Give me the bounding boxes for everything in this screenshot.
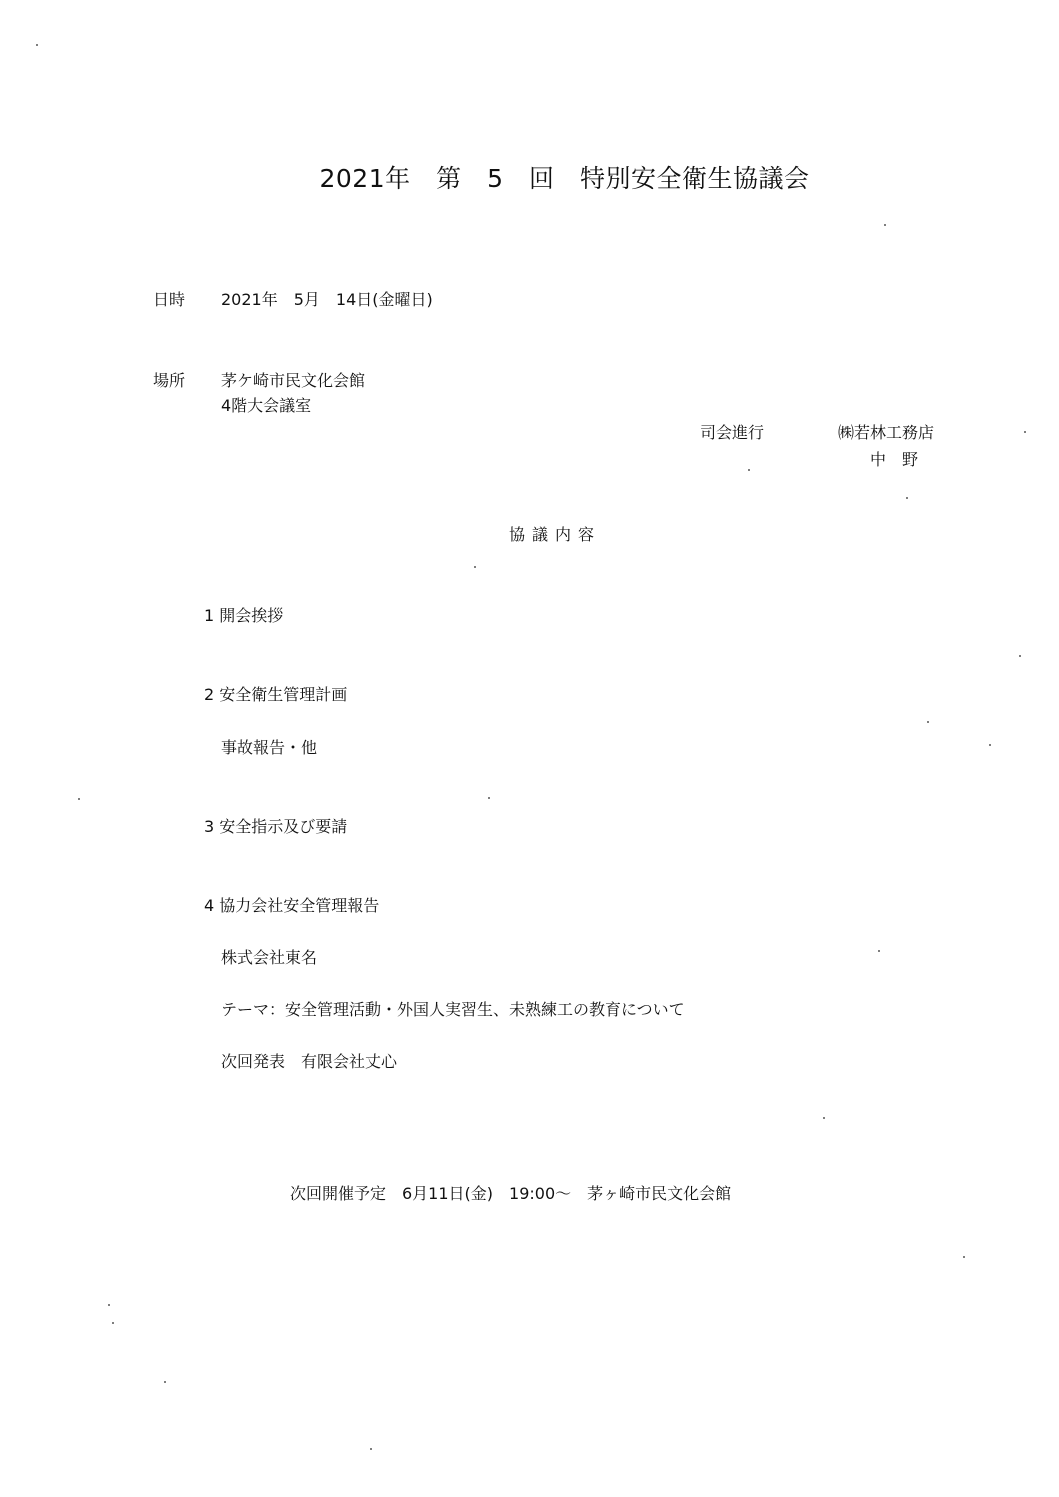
agenda-item-3: 3 安全指示及び要請 <box>204 817 348 836</box>
scan-speck <box>927 721 929 723</box>
place-line1: 茅ケ崎市民文化会館 <box>221 371 366 390</box>
next-meeting-note: 次回開催予定 6月11日(金) 19:00～ 茅ヶ崎市民文化会館 <box>290 1184 732 1203</box>
agenda-item-4-sub-3: 次回発表 有限会社丈心 <box>221 1052 398 1071</box>
scan-speck <box>989 744 991 746</box>
section-heading: 協議内容 <box>509 525 602 544</box>
scan-speck <box>878 950 880 952</box>
moderator-company: ㈱若林工務店 <box>838 423 935 442</box>
place-label: 場所 <box>153 371 186 390</box>
scan-speck <box>906 497 908 499</box>
agenda-item-4: 4 協力会社安全管理報告 <box>204 896 380 915</box>
scan-speck <box>488 797 490 799</box>
scan-speck <box>474 566 476 568</box>
scan-speck <box>36 44 38 46</box>
moderator-label: 司会進行 <box>700 423 765 442</box>
scan-speck <box>112 1322 114 1324</box>
date-value: 2021年 5月 14日(金曜日) <box>221 290 433 309</box>
moderator-name: 中 野 <box>870 450 919 469</box>
scan-speck <box>1024 431 1026 433</box>
agenda-item-2-sub-1: 事故報告・他 <box>221 738 318 757</box>
agenda-item-4-sub-2: テーマ：安全管理活動・外国人実習生、未熟練工の教育について <box>221 1000 685 1019</box>
scan-speck <box>748 469 750 471</box>
scan-speck <box>78 798 80 800</box>
date-label: 日時 <box>153 290 186 309</box>
agenda-item-4-sub-1: 株式会社東名 <box>221 948 318 967</box>
scan-speck <box>963 1256 965 1258</box>
scan-speck <box>108 1304 110 1306</box>
document-title: 2021年 第 5 回 特別安全衛生協議会 <box>319 164 810 193</box>
scan-speck <box>823 1117 825 1119</box>
agenda-item-1: 1 開会挨拶 <box>204 606 284 625</box>
scan-speck <box>884 224 886 226</box>
agenda-item-2: 2 安全衛生管理計画 <box>204 685 348 704</box>
scan-speck <box>1019 655 1021 657</box>
place-line2: 4階大会議室 <box>221 396 312 415</box>
scan-speck <box>370 1448 372 1450</box>
scan-speck <box>164 1381 166 1383</box>
